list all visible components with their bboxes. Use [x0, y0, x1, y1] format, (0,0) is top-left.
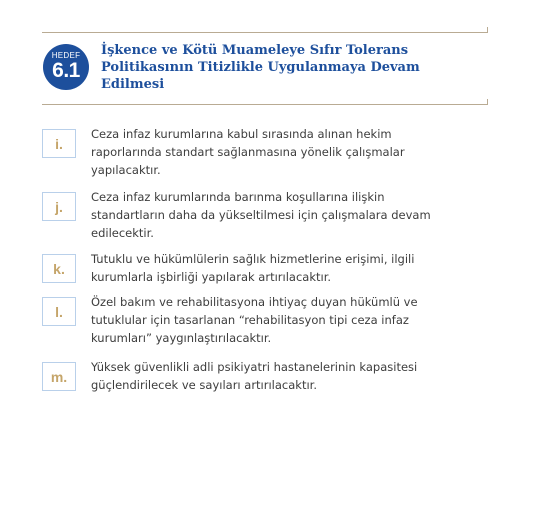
header-top-rule: [42, 32, 488, 33]
list-item-text: Ceza infaz kurumlarına kabul sırasında alınan hekim raporlarında standart sağlanmasına yönelik çalışmalar yapılacaktır.: [91, 127, 405, 177]
list-item-marker: m.: [42, 362, 76, 391]
list-item-marker: i.: [42, 129, 76, 158]
list-item-text: Yüksek güvenlikli adli psikiyatri hastanelerinin kapasitesi güçlendirilecek ve sayıları artırılacaktır.: [91, 360, 418, 392]
list-item: [42, 190, 462, 240]
header-bottom-rule-tick: [487, 99, 488, 105]
goal-badge-number: 6.1: [52, 59, 80, 82]
list-item-text: Tutuklu ve hükümlülerin sağlık hizmetlerine erişimi, ilgili kurumlarla işbirliği yapılarak artırılacaktır.: [91, 252, 415, 284]
goal-badge: [43, 44, 89, 90]
list-item-marker: j.: [42, 192, 76, 221]
list-item-marker: k.: [42, 254, 76, 283]
list-item: [42, 295, 462, 345]
list-item-text: Özel bakım ve rehabilitasyona ihtiyaç duyan hükümlü ve tutuklular için tasarlanan “rehabilitasyon tipi ceza infaz kurumları” yaygınlaştırılacaktır.: [91, 295, 418, 345]
list-item: [42, 362, 462, 396]
list-item: [42, 254, 462, 288]
list-item: [42, 127, 462, 177]
goal-title: İşkence ve Kötü Muameleye Sıfır Tolerans Politikasının Titizlikle Uygulanmaya Devam Edilmesi: [101, 43, 420, 92]
header-top-rule-tick: [487, 27, 488, 33]
header-bottom-rule: [42, 104, 488, 105]
list-item-marker: l.: [42, 297, 76, 326]
list-item-text: Ceza infaz kurumlarında barınma koşullarına ilişkin standartların daha da yükseltilmesi için çalışmalara devam edilecektir.: [91, 190, 431, 240]
goal-badge-label: HEDEF: [51, 51, 81, 60]
